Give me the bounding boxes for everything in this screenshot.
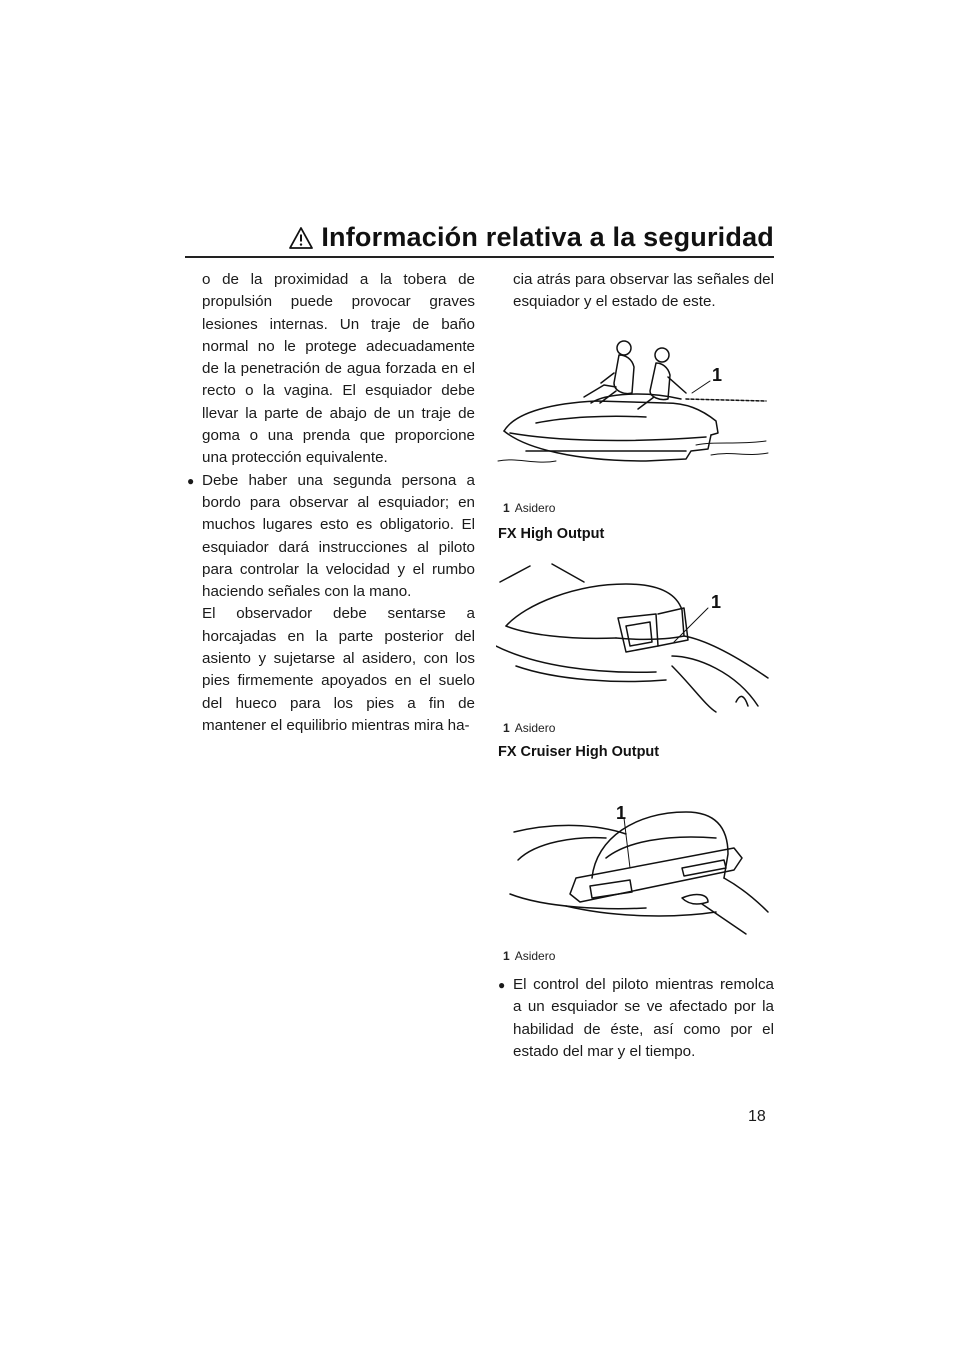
watercraft-riders-illustration (496, 333, 772, 473)
bullet-icon: ● (498, 978, 506, 992)
figure-caption: 1 Asidero (503, 721, 556, 735)
page-number: 18 (748, 1108, 766, 1125)
bullet-text: Debe haber una segunda persona a bordo para observar al esquiador; en muchos lugares esto es obligatorio. El esquiador dará instrucciones al piloto para controlar la velocidad y el rumbo haciendo señales con la mano. (202, 471, 475, 601)
page-title: Información relativa a la seguridad (321, 222, 774, 252)
model-label-fx-high-output: FX High Output (498, 526, 605, 542)
bullet-item-observer (187, 470, 475, 738)
figure-caption: 1 Asidero (503, 949, 556, 963)
warning-triangle-icon (289, 227, 313, 249)
callout-number: 1 (711, 592, 722, 612)
bullet-icon: ● (187, 473, 195, 488)
figure-caption: 1 Asidero (503, 501, 556, 515)
bullet-followup-text: El observador debe sentarse a horcajadas en la parte posterior del asiento y sujetarse al asidero, con los pies firmemente apoyados en el suelo del hueco para los pies a fin de mantener el equilibrio mientras mira ha- (202, 605, 475, 734)
model-label-fx-cruiser-high-output: FX Cruiser High Output (498, 744, 660, 760)
bullet-text: El control del piloto mientras remolca a un esquiador se ve afectado por la habilidad de éste, así como por el estado del mar y el tiempo. (513, 976, 774, 1060)
page-header (185, 222, 774, 253)
header-divider (185, 256, 774, 258)
continuation-paragraph-right: cia atrás para observar las señales del esquiador y el estado de este. (513, 271, 774, 311)
right-column-bottom (498, 974, 774, 1063)
fx-cruiser-handle-illustration (496, 798, 772, 938)
left-column (187, 269, 475, 737)
continuation-paragraph: o de la proximidad a la tobera de propulsión puede provocar graves lesiones internas. Un traje de baño normal no le protege adecuadamente de la penetración de agua forzada en el recto o la vagina. El esquiador debe llevar la parte de abajo de un traje de goma o una prenda que proporcione una protección equivalente. (202, 271, 475, 467)
bullet-item-pilot-control (498, 974, 774, 1063)
callout-number: 1 (616, 803, 627, 823)
right-column-top (498, 269, 774, 314)
fx-high-output-handle-illustration (496, 556, 772, 714)
callout-number: 1 (712, 365, 723, 385)
